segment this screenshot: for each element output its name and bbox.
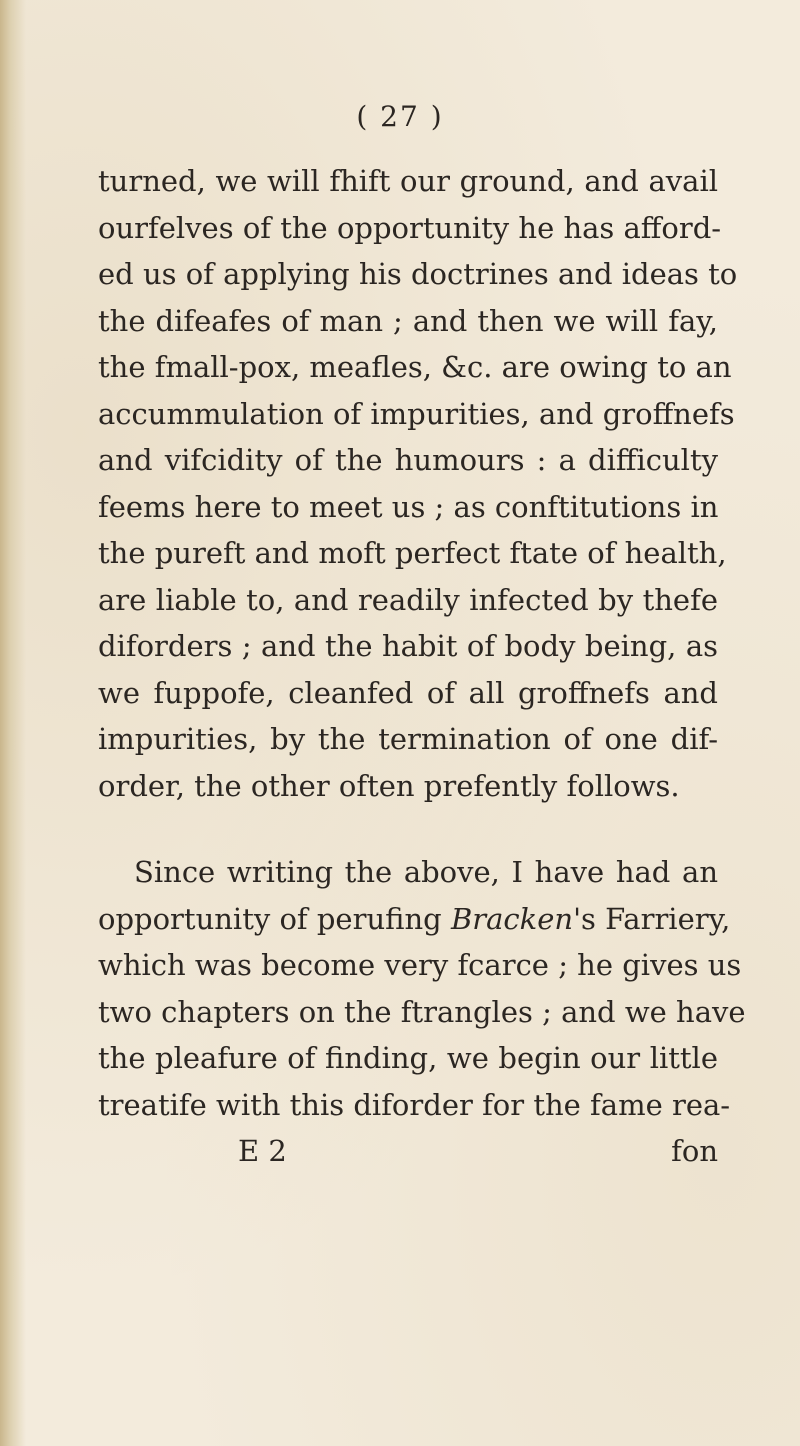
- page-gutter-shadow: [0, 0, 26, 1446]
- text-line: the difeafes of man ; and then we will fay,: [98, 303, 718, 338]
- text-line: which was become very fcarce ; he gives us: [98, 948, 742, 982]
- text-line: we fuppofe, cleanfed of all groffnefs and: [98, 675, 718, 710]
- text-line: accummulation of impurities, and groffnefs: [98, 396, 735, 431]
- catchword: fon: [671, 1134, 718, 1168]
- page-number: ( 27 ): [356, 100, 444, 133]
- text-run: opportunity of perufing: [98, 901, 451, 936]
- paragraph-2: [98, 849, 746, 1128]
- text-line: the fmall-pox, meafles, &c. are owing to an: [98, 350, 732, 384]
- text-line: and vifcidity of the humours : a difficulty: [98, 443, 718, 477]
- text-line: two chapters on the ftrangles ; and we have: [98, 994, 746, 1029]
- text-line: turned, we will fhift our ground, and avail: [98, 164, 718, 198]
- text-line: order, the other often prefently follows.: [98, 768, 680, 803]
- text-line: the pureft and moft perfect ftate of health,: [98, 536, 727, 570]
- text-line: the pleafure of finding, we begin our little: [98, 1041, 718, 1075]
- paragraph-1: [98, 158, 738, 809]
- text-line: feems here to meet us ; as conftitutions in: [98, 489, 719, 524]
- text-line: diforders ; and the habit of body being, as: [98, 629, 718, 663]
- text-line: ed us of applying his doctrines and ideas to: [98, 257, 738, 291]
- text-line: impurities, by the termination of one dif-: [98, 722, 718, 756]
- signature-mark: E 2: [238, 1134, 287, 1168]
- text-line: Since writing the above, I have had an: [134, 855, 718, 889]
- body-text: [98, 158, 746, 1175]
- text-line: are liable to, and readily infected by thefe: [98, 582, 718, 617]
- italic-name: Bracken: [450, 901, 574, 936]
- text-line: treatife with this diforder for the fame rea-: [98, 1087, 731, 1122]
- text-run: 's Farriery,: [573, 901, 731, 936]
- page-footer: [98, 1128, 718, 1175]
- text-line: ourfelves of the opportunity he has afford-: [98, 210, 722, 245]
- text-line-with-italic: [98, 896, 731, 943]
